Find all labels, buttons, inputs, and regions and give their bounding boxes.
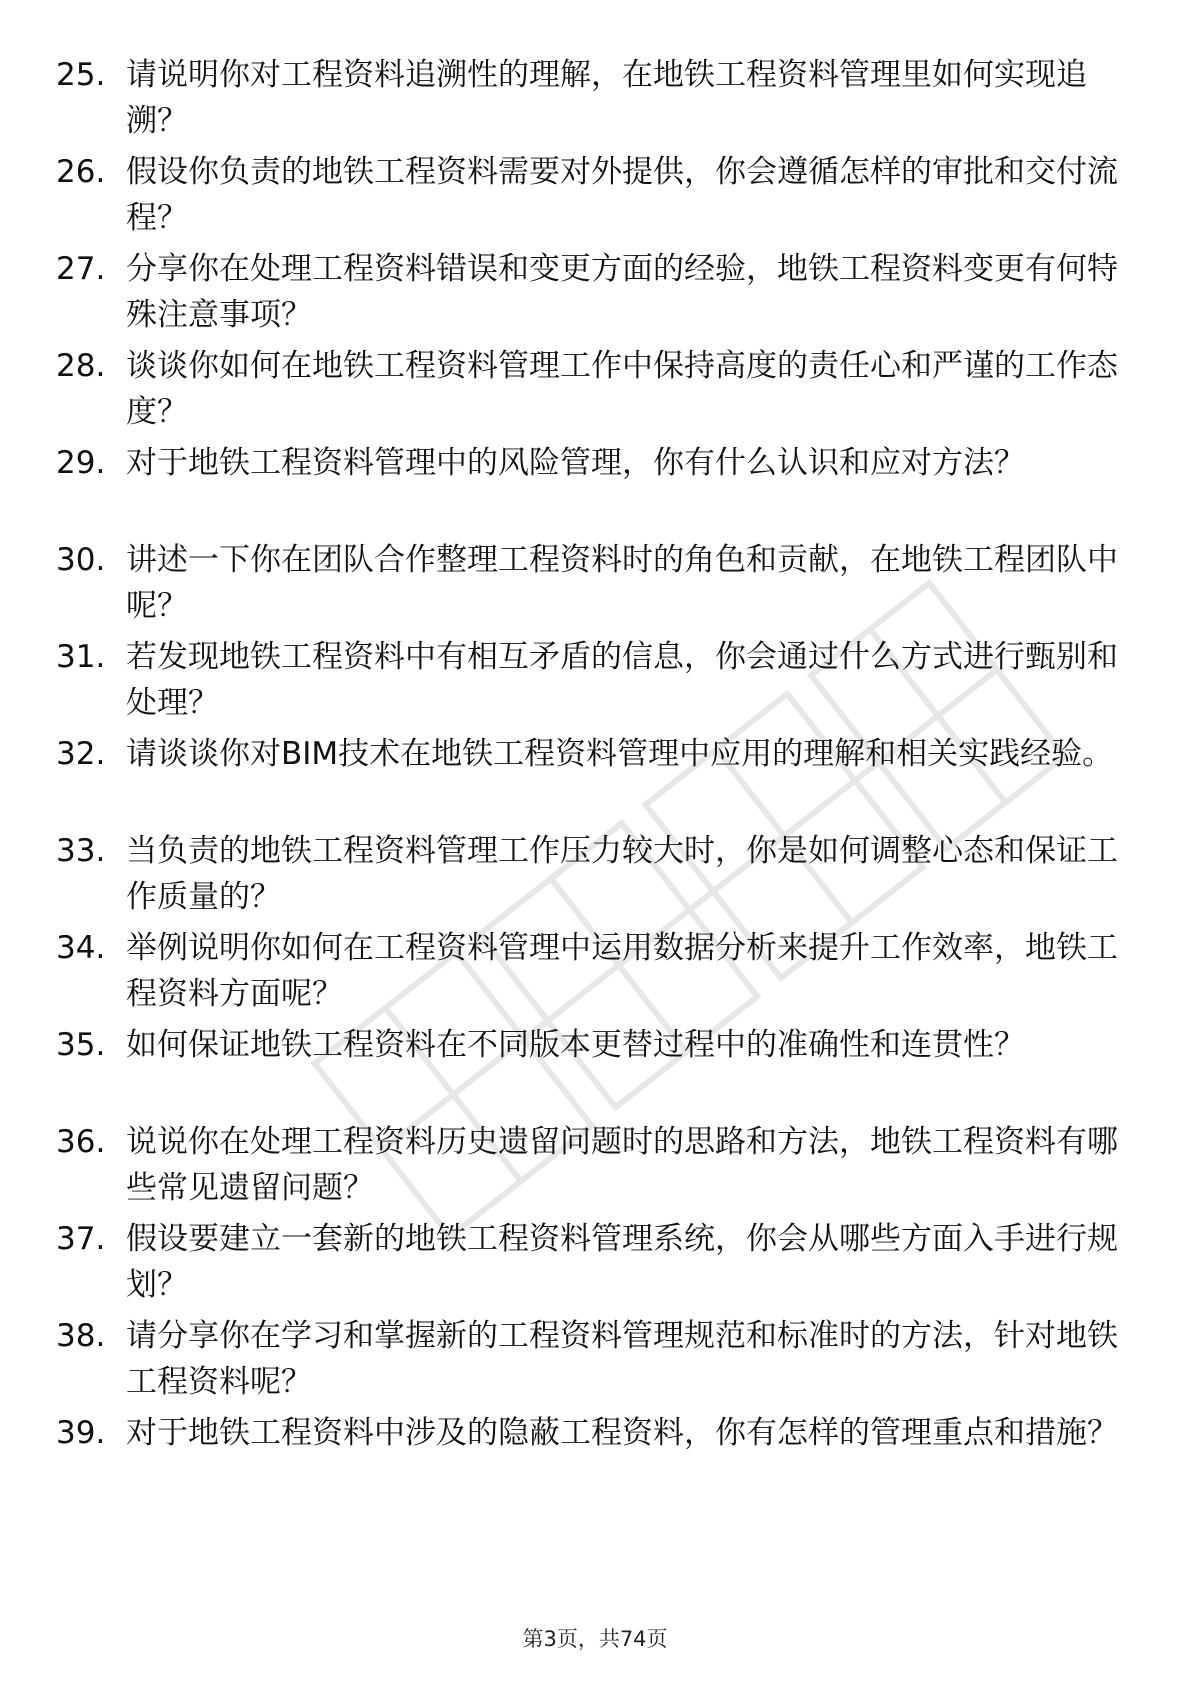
question-text: 说说你在处理工程资料历史遗留问题时的思路和方法，地铁工程资料有哪些常见遗留问题？: [126, 1124, 1118, 1206]
question-item: [56, 1410, 1126, 1507]
question-number: 30.: [56, 542, 106, 578]
question-item: [56, 925, 1126, 1022]
question-text: 请分享你在学习和掌握新的工程资料管理规范和标准时的方法，针对地铁工程资料呢？: [126, 1318, 1118, 1400]
question-number: 32.: [56, 736, 106, 772]
question-text: 举例说明你如何在工程资料管理中运用数据分析来提升工作效率，地铁工程资料方面呢？: [126, 930, 1118, 1012]
question-number: 29.: [56, 445, 106, 481]
question-item: [56, 1022, 1126, 1119]
question-item: [56, 149, 1126, 246]
question-text: 讲述一下你在团队合作整理工程资料时的角色和贡献，在地铁工程团队中呢？: [126, 542, 1118, 624]
question-item: [56, 1313, 1126, 1410]
question-text: 当负责的地铁工程资料管理工作压力较大时，你是如何调整心态和保证工作质量的？: [126, 833, 1118, 915]
question-number: 36.: [56, 1124, 106, 1160]
question-item: [56, 1216, 1126, 1313]
question-number: 33.: [56, 833, 106, 869]
question-number: 28.: [56, 348, 106, 384]
question-number: 39.: [56, 1415, 106, 1451]
question-number: 27.: [56, 251, 106, 287]
question-item: [56, 1119, 1126, 1216]
question-item: [56, 731, 1126, 828]
question-text: 假设你负责的地铁工程资料需要对外提供，你会遵循怎样的审批和交付流程？: [126, 154, 1118, 236]
question-text: 如何保证地铁工程资料在不同版本更替过程中的准确性和连贯性？: [126, 1027, 1025, 1063]
question-item: [56, 440, 1126, 537]
question-item: [56, 634, 1126, 731]
question-text: 对于地铁工程资料管理中的风险管理，你有什么认识和应对方法？: [126, 445, 1025, 481]
question-item: [56, 343, 1126, 440]
question-item: [56, 828, 1126, 925]
question-text: 若发现地铁工程资料中有相互矛盾的信息，你会通过什么方式进行甄别和处理？: [126, 639, 1118, 721]
question-number: 25.: [56, 57, 106, 93]
question-item: [56, 246, 1126, 343]
question-number: 35.: [56, 1027, 106, 1063]
question-text: 分享你在处理工程资料错误和变更方面的经验，地铁工程资料变更有何特殊注意事项？: [126, 251, 1118, 333]
page-footer: 第3页，共74页: [522, 1627, 668, 1651]
question-item: [56, 537, 1126, 634]
question-number: 38.: [56, 1318, 106, 1354]
question-item: [56, 52, 1126, 149]
question-number: 34.: [56, 930, 106, 966]
question-text: 请说明你对工程资料追溯性的理解，在地铁工程资料管理里如何实现追溯？: [126, 57, 1087, 139]
question-text: 假设要建立一套新的地铁工程资料管理系统，你会从哪些方面入手进行规划？: [126, 1221, 1118, 1303]
question-text: 请谈谈你对BIM技术在地铁工程资料管理中应用的理解和相关实践经验。: [126, 736, 1114, 772]
question-number: 26.: [56, 154, 106, 190]
question-list: [56, 52, 1126, 1507]
question-number: 37.: [56, 1221, 106, 1257]
question-number: 31.: [56, 639, 106, 675]
question-text: 谈谈你如何在地铁工程资料管理工作中保持高度的责任心和严谨的工作态度？: [126, 348, 1118, 430]
question-text: 对于地铁工程资料中涉及的隐蔽工程资料，你有怎样的管理重点和措施？: [126, 1415, 1118, 1451]
